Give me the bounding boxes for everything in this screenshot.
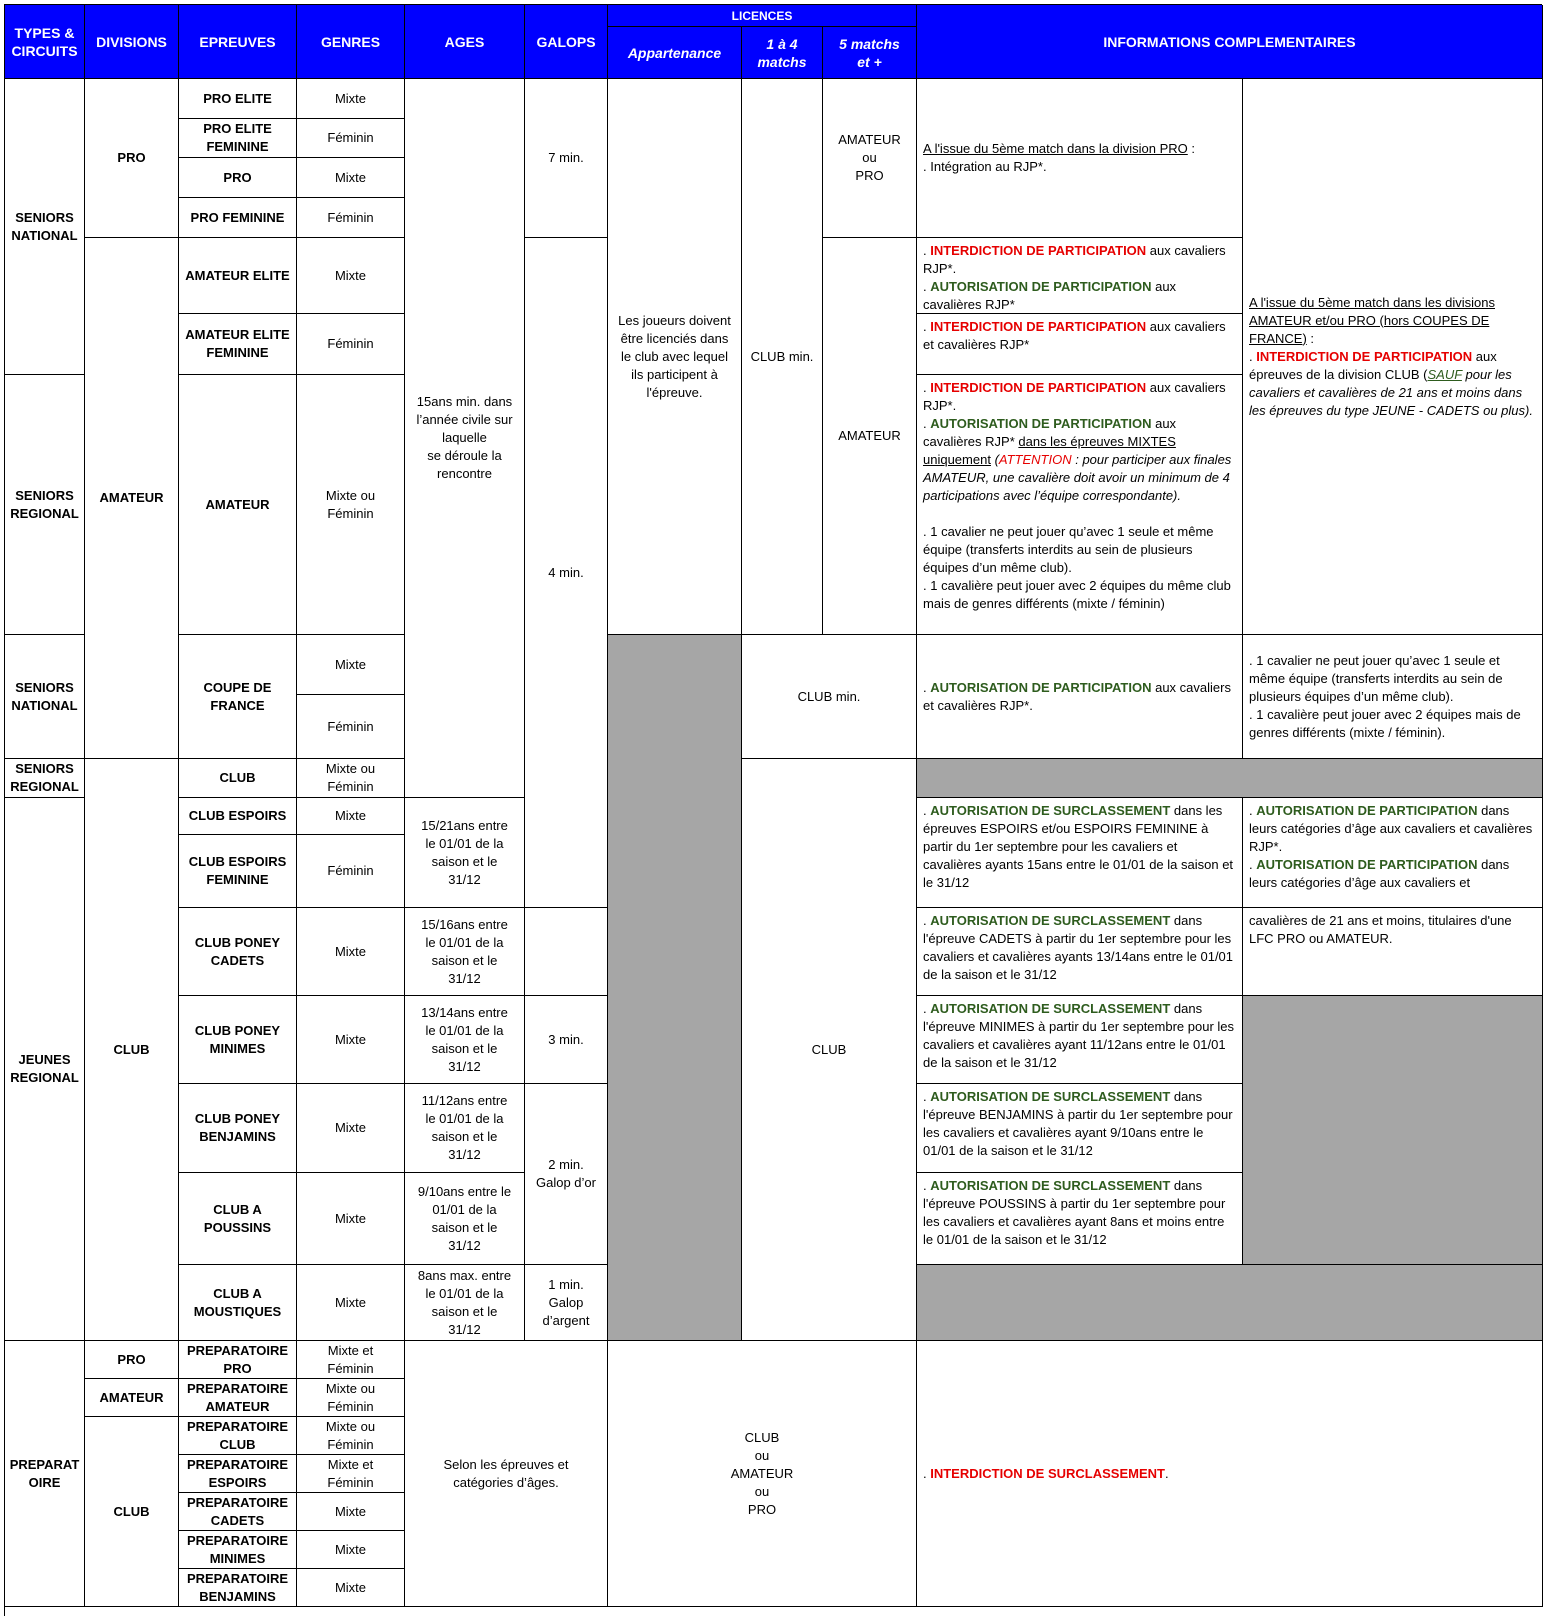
- genre-cell: Mixte: [297, 1531, 405, 1569]
- epreuve-cell: PREPARATOIRE MINIMES: [179, 1531, 297, 1569]
- epreuve-cell: CLUB PONEY MINIMES: [179, 996, 297, 1084]
- header-appartenance: Appartenance: [608, 27, 742, 79]
- info-gray-jeunes: [1243, 996, 1543, 1265]
- info-text: A l'issue du 5ème match dans les divisions AMATEUR et/ou PRO (hors COUPES DE FRANCE): [1249, 294, 1495, 346]
- genre-cell: Mixte: [297, 1493, 405, 1531]
- genre-cell: Mixte: [297, 238, 405, 314]
- licence-club-min: CLUB min.: [742, 79, 823, 635]
- division-amateur: AMATEUR: [85, 238, 179, 759]
- epreuve-cell: PRO: [179, 158, 297, 198]
- info-green: AUTORISATION DE SURCLASSEMENT: [930, 913, 1171, 928]
- age-cadets: 15/16ans entre le 01/01 de la saison et le 31/12: [405, 908, 525, 996]
- info-text: . 1 cavalier ne peut jouer qu’avec 1 seule et même équipe (transferts interdits au sein de plusieurs équipes d’un même club).: [923, 524, 1214, 575]
- info-amateur-elite: [917, 238, 1243, 314]
- epreuve-cell: PREPARATOIRE CADETS: [179, 1493, 297, 1531]
- type-seniors-regional-club: SENIORS REGIONAL: [5, 759, 85, 798]
- genre-cell: Féminin: [297, 314, 405, 375]
- licence-club: CLUB: [742, 759, 917, 1341]
- info-gray-moustiques: [917, 1265, 1543, 1341]
- info-green: AUTORISATION DE PARTICIPATION: [930, 679, 1152, 695]
- info-text: dans l'épreuve BENJAMINS à partir du 1er septembre pour les cavaliers et cavalières ayant 9/10ans entre le 01/01 de la saison et le 31/12: [923, 1089, 1233, 1158]
- info-espoirs: [917, 798, 1243, 908]
- info-cdf-rules: [1243, 635, 1543, 759]
- info-text: aux cavaliers et cavalières RJP*: [923, 319, 1226, 352]
- info-text: : pour participer aux finales AMATEUR, une cavalière doit avoir un minimum de 4 participations avec l’équipe correspondante).: [923, 452, 1232, 503]
- info-red: INTERDICTION DE PARTICIPATION: [1256, 348, 1473, 364]
- genre-cell: Mixte: [297, 79, 405, 119]
- division-prep-amateur: AMATEUR: [85, 1379, 179, 1417]
- epreuve-cell: PRO ELITE: [179, 79, 297, 119]
- info-amateur: [917, 375, 1243, 635]
- info-text: .: [923, 803, 931, 818]
- info-green: AUTORISATION DE SURCLASSEMENT: [930, 1178, 1171, 1193]
- licence-amateur-ou-pro: AMATEUR ou PRO: [823, 79, 917, 238]
- info-poussins: [917, 1173, 1243, 1265]
- info-text: .: [923, 279, 931, 294]
- genre-cell: Mixte ou Féminin: [297, 759, 405, 798]
- galop-minimes: 3 min.: [525, 996, 608, 1084]
- info-green: AUTORISATION DE PARTICIPATION: [1256, 803, 1478, 818]
- epreuve-cell: CLUB ESPOIRS FEMININE: [179, 835, 297, 908]
- type-seniors-regional: SENIORS REGIONAL: [5, 375, 85, 635]
- info-sauf: SAUF: [1427, 366, 1462, 382]
- genre-cell: Mixte: [297, 996, 405, 1084]
- info-text: .: [923, 319, 931, 334]
- info-text: aux cavaliers RJP*.: [923, 243, 1226, 276]
- info-text: aux cavaliers RJP*.: [923, 380, 1226, 413]
- galop-amateur: 4 min.: [525, 238, 608, 908]
- age-espoirs: 15/21ans entre le 01/01 de la saison et le 31/12: [405, 798, 525, 908]
- epreuve-cell: COUPE DE FRANCE: [179, 635, 297, 759]
- header-genres: GENRES: [297, 5, 405, 79]
- type-seniors-national-cdf: SENIORS NATIONAL: [5, 635, 85, 759]
- info-text: aux cavalières RJP*: [923, 279, 1177, 312]
- epreuve-cell: CLUB A POUSSINS: [179, 1173, 297, 1265]
- competition-table: [4, 4, 1542, 1616]
- info-text: .: [923, 1089, 931, 1104]
- info-text: dans l'épreuve CADETS à partir du 1er septembre pour les cavaliers et cavalières ayants 13/14ans entre le 01/01 de la saison et le 31/12: [923, 913, 1234, 982]
- info-text: .: [923, 1001, 931, 1016]
- genre-cell: Mixte ou Féminin: [297, 1417, 405, 1455]
- age-benjamins: 11/12ans entre le 01/01 de la saison et le 31/12: [405, 1084, 525, 1173]
- division-pro: PRO: [85, 79, 179, 238]
- genre-cell: Mixte: [297, 908, 405, 996]
- genre-cell: Mixte: [297, 635, 405, 695]
- epreuve-cell: PRO ELITE FEMININE: [179, 119, 297, 158]
- epreuve-cell: CLUB ESPOIRS: [179, 798, 297, 835]
- info-red: INTERDICTION DE SURCLASSEMENT: [930, 1465, 1165, 1481]
- age-preparatoire: Selon les épreuves et catégories d’âges.: [405, 1341, 608, 1607]
- info-green: AUTORISATION DE SURCLASSEMENT: [930, 1001, 1171, 1016]
- division-club: CLUB: [85, 759, 179, 1341]
- age-moustiques: 8ans max. entre le 01/01 de la saison et le 31/12: [405, 1265, 525, 1341]
- genre-cell: Mixte et Féminin: [297, 1455, 405, 1493]
- age-minimes: 13/14ans entre le 01/01 de la saison et le 31/12: [405, 996, 525, 1084]
- type-jeunes-regional: JEUNES REGIONAL: [5, 798, 85, 1341]
- info-amateur-elite-feminine: [917, 314, 1243, 375]
- info-text: aux cavalières RJP*: [923, 416, 1177, 449]
- epreuve-cell: CLUB PONEY BENJAMINS: [179, 1084, 297, 1173]
- info-text: :: [1306, 330, 1315, 346]
- info-cadets: [917, 908, 1243, 996]
- info-text: dans les épreuves MIXTES uniquement: [923, 434, 1176, 467]
- info-text: .: [1249, 857, 1257, 872]
- info-text: .: [1249, 348, 1257, 364]
- info-text: .: [923, 243, 931, 258]
- genre-cell: Mixte: [297, 1265, 405, 1341]
- licence-amateur: AMATEUR: [823, 238, 917, 635]
- epreuve-cell: CLUB A MOUSTIQUES: [179, 1265, 297, 1341]
- info-text: aux épreuves de la division CLUB (: [1249, 348, 1497, 382]
- info-text: dans leurs catégories d’âge aux cavaliers et cavalières RJP*.: [1249, 803, 1533, 854]
- epreuve-cell: CLUB PONEY CADETS: [179, 908, 297, 996]
- info-minimes: [917, 996, 1243, 1084]
- info-cadets-lfc: [1243, 908, 1543, 996]
- info-benjamins: [917, 1084, 1243, 1173]
- info-red: INTERDICTION DE PARTICIPATION: [930, 243, 1147, 258]
- info-coupe-de-france: [917, 635, 1243, 759]
- info-text: .: [923, 679, 931, 695]
- info-green: AUTORISATION DE SURCLASSEMENT: [930, 803, 1171, 818]
- licence-club-min-cdf: CLUB min.: [742, 635, 917, 759]
- epreuve-cell: PREPARATOIRE AMATEUR: [179, 1379, 297, 1417]
- info-text: .: [923, 1465, 931, 1481]
- epreuve-cell: AMATEUR ELITE FEMININE: [179, 314, 297, 375]
- epreuve-cell: PREPARATOIRE PRO: [179, 1341, 297, 1379]
- licence-appartenance: Les joueurs doivent être licenciés dans le club avec lequel ils participent à l'épreuve.: [608, 79, 742, 635]
- epreuve-cell: PREPARATOIRE ESPOIRS: [179, 1455, 297, 1493]
- galop-moustiques: 1 min. Galop d’argent: [525, 1265, 608, 1341]
- info-text: .: [1249, 803, 1257, 818]
- info-text: . 1 cavalier ne peut jouer qu’avec 1 seule et même équipe (transferts interdits au sein de plusieurs équipes d’un même club).: [1249, 652, 1503, 704]
- header-1-a-4-matchs: 1 à 4 matchs: [742, 27, 823, 79]
- genre-cell: Mixte: [297, 158, 405, 198]
- genre-cell: Mixte ou Féminin: [297, 375, 405, 635]
- info-text: .: [923, 913, 931, 928]
- header-epreuves: EPREUVES: [179, 5, 297, 79]
- type-seniors-national: SENIORS NATIONAL: [5, 79, 85, 375]
- genre-cell: Féminin: [297, 119, 405, 158]
- genre-cell: Mixte: [297, 1569, 405, 1607]
- info-red: INTERDICTION DE PARTICIPATION: [930, 380, 1147, 395]
- genre-cell: Mixte: [297, 1173, 405, 1265]
- division-prep-pro: PRO: [85, 1341, 179, 1379]
- age-poussins: 9/10ans entre le 01/01 de la saison et le 31/12: [405, 1173, 525, 1265]
- info-green: AUTORISATION DE PARTICIPATION: [930, 416, 1152, 431]
- header-informations: INFORMATIONS COMPLEMENTAIRES: [917, 5, 1543, 79]
- galop-cadets: [525, 908, 608, 996]
- header-ages: AGES: [405, 5, 525, 79]
- epreuve-cell: PREPARATOIRE CLUB: [179, 1417, 297, 1455]
- info-green: AUTORISATION DE PARTICIPATION: [930, 279, 1152, 294]
- genre-cell: Féminin: [297, 695, 405, 759]
- header-licences: LICENCES: [608, 5, 917, 27]
- info-preparatoire: [917, 1341, 1543, 1607]
- info-text: .: [923, 416, 931, 431]
- galop-benjamins: 2 min. Galop d’or: [525, 1084, 608, 1265]
- epreuve-cell: PRO FEMININE: [179, 198, 297, 238]
- info-text: pour les cavaliers et cavalières de 21 ans et moins dans les épreuves du type JEUNE - CADETS ou plus).: [1249, 366, 1533, 418]
- info-red: INTERDICTION DE PARTICIPATION: [930, 319, 1147, 334]
- genre-cell: Mixte: [297, 1084, 405, 1173]
- info-text: .: [923, 1178, 931, 1193]
- genre-cell: Féminin: [297, 198, 405, 238]
- epreuve-cell: PREPARATOIRE BENJAMINS: [179, 1569, 297, 1607]
- licence-gray-area: [608, 635, 742, 1341]
- info-green: AUTORISATION DE SURCLASSEMENT: [930, 1089, 1171, 1104]
- epreuve-cell: AMATEUR: [179, 375, 297, 635]
- info-text: .: [1164, 1465, 1169, 1481]
- genre-cell: Féminin: [297, 835, 405, 908]
- info-text: dans l'épreuve POUSSINS à partir du 1er septembre pour les cavaliers et cavalières ayant 8ans et moins entre le 01/01 de la saison et le 31/12: [923, 1178, 1226, 1247]
- info-text: . Intégration au RJP*.: [923, 159, 1047, 174]
- header-types: TYPES & CIRCUITS: [5, 5, 85, 79]
- info-espoirs-rjp: [1243, 798, 1543, 908]
- info-text: dans l'épreuve MINIMES à partir du 1er septembre pour les cavaliers et cavalières ayant 11/12ans entre le 01/01 de la saison et le 31/12: [923, 1001, 1235, 1070]
- division-prep-club: CLUB: [85, 1417, 179, 1607]
- licence-preparatoire: CLUB ou AMATEUR ou PRO: [608, 1341, 917, 1607]
- genre-cell: Mixte ou Féminin: [297, 1379, 405, 1417]
- epreuve-cell: AMATEUR ELITE: [179, 238, 297, 314]
- info-attention: ATTENTION: [998, 452, 1072, 467]
- info-gray-club: [917, 759, 1543, 798]
- info-pro: [917, 79, 1243, 238]
- info-side-amateur-pro: [1243, 79, 1543, 635]
- info-text: :: [1187, 141, 1196, 156]
- info-text: . 1 cavalière peut jouer avec 2 équipes mais de genres différents (mixte / féminin).: [1249, 706, 1521, 740]
- age-seniors: 15ans min. dans l’année civile sur laquelle se déroule la rencontre: [405, 79, 525, 798]
- info-text: A l'issue du 5ème match dans la division PRO: [923, 141, 1188, 156]
- info-text: (: [990, 452, 999, 467]
- info-text: dans les épreuves ESPOIRS et/ou ESPOIRS FEMININE à partir du 1er septembre pour les cavaliers et cavalières ayants 15ans entre le 01/01 de la saison et le 31/12: [923, 803, 1234, 890]
- epreuve-cell: CLUB: [179, 759, 297, 798]
- info-text: . 1 cavalière peut jouer avec 2 équipes du même club mais de genres différents (mixte / féminin): [923, 578, 1231, 611]
- genre-cell: Mixte: [297, 798, 405, 835]
- info-green: AUTORISATION DE PARTICIPATION: [1256, 857, 1478, 872]
- info-text: dans leurs catégories d’âge aux cavaliers et: [1249, 857, 1510, 890]
- type-preparatoire: PREPARAT OIRE: [5, 1341, 85, 1607]
- info-text: .: [923, 380, 931, 395]
- header-5-matchs-et-plus: 5 matchs et +: [823, 27, 917, 79]
- galop-pro: 7 min.: [525, 79, 608, 238]
- info-text: aux cavaliers et cavalières RJP*.: [923, 679, 1231, 713]
- header-divisions: DIVISIONS: [85, 5, 179, 79]
- info-text: cavalières de 21 ans et moins, titulaires d'une LFC PRO ou AMATEUR.: [1249, 913, 1512, 946]
- genre-cell: Mixte et Féminin: [297, 1341, 405, 1379]
- header-galops: GALOPS: [525, 5, 608, 79]
